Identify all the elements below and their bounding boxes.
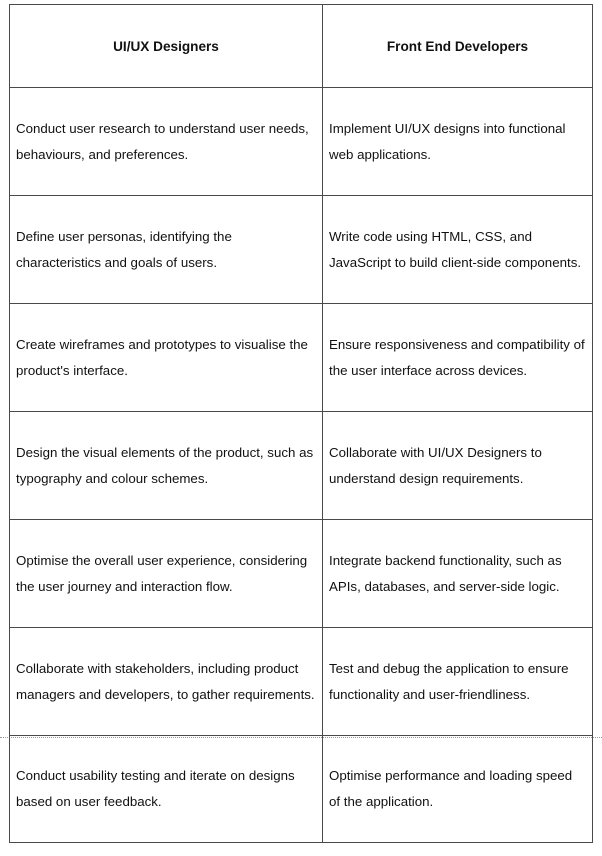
uiux-cell: Optimise the overall user experience, considering the user journey and interaction flow. — [10, 520, 323, 628]
table-row — [10, 88, 593, 196]
uiux-cell: Design the visual elements of the product, such as typography and colour schemes. — [10, 412, 323, 520]
uiux-cell: Define user personas, identifying the characteristics and goals of users. — [10, 196, 323, 304]
table-row — [10, 736, 593, 843]
frontend-cell: Write code using HTML, CSS, and JavaScript to build client-side components. — [323, 196, 593, 304]
frontend-cell: Optimise performance and loading speed of the application. — [323, 736, 593, 843]
frontend-cell: Implement UI/UX designs into functional web applications. — [323, 88, 593, 196]
uiux-cell: Conduct usability testing and iterate on designs based on user feedback. — [10, 736, 323, 843]
table-row — [10, 412, 593, 520]
uiux-cell: Create wireframes and prototypes to visualise the product's interface. — [10, 304, 323, 412]
table-row — [10, 628, 593, 736]
table-row — [10, 196, 593, 304]
table-row — [10, 520, 593, 628]
frontend-cell: Ensure responsiveness and compatibility of the user interface across devices. — [323, 304, 593, 412]
column-header-uiux: UI/UX Designers — [10, 5, 323, 88]
comparison-table — [9, 4, 593, 843]
column-header-frontend: Front End Developers — [323, 5, 593, 88]
table-row — [10, 304, 593, 412]
uiux-cell: Collaborate with stakeholders, including product managers and developers, to gather requirements. — [10, 628, 323, 736]
frontend-cell: Test and debug the application to ensure functionality and user-friendliness. — [323, 628, 593, 736]
frontend-cell: Collaborate with UI/UX Designers to understand design requirements. — [323, 412, 593, 520]
uiux-cell: Conduct user research to understand user needs, behaviours, and preferences. — [10, 88, 323, 196]
table-header-row — [10, 5, 593, 88]
frontend-cell: Integrate backend functionality, such as APIs, databases, and server-side logic. — [323, 520, 593, 628]
